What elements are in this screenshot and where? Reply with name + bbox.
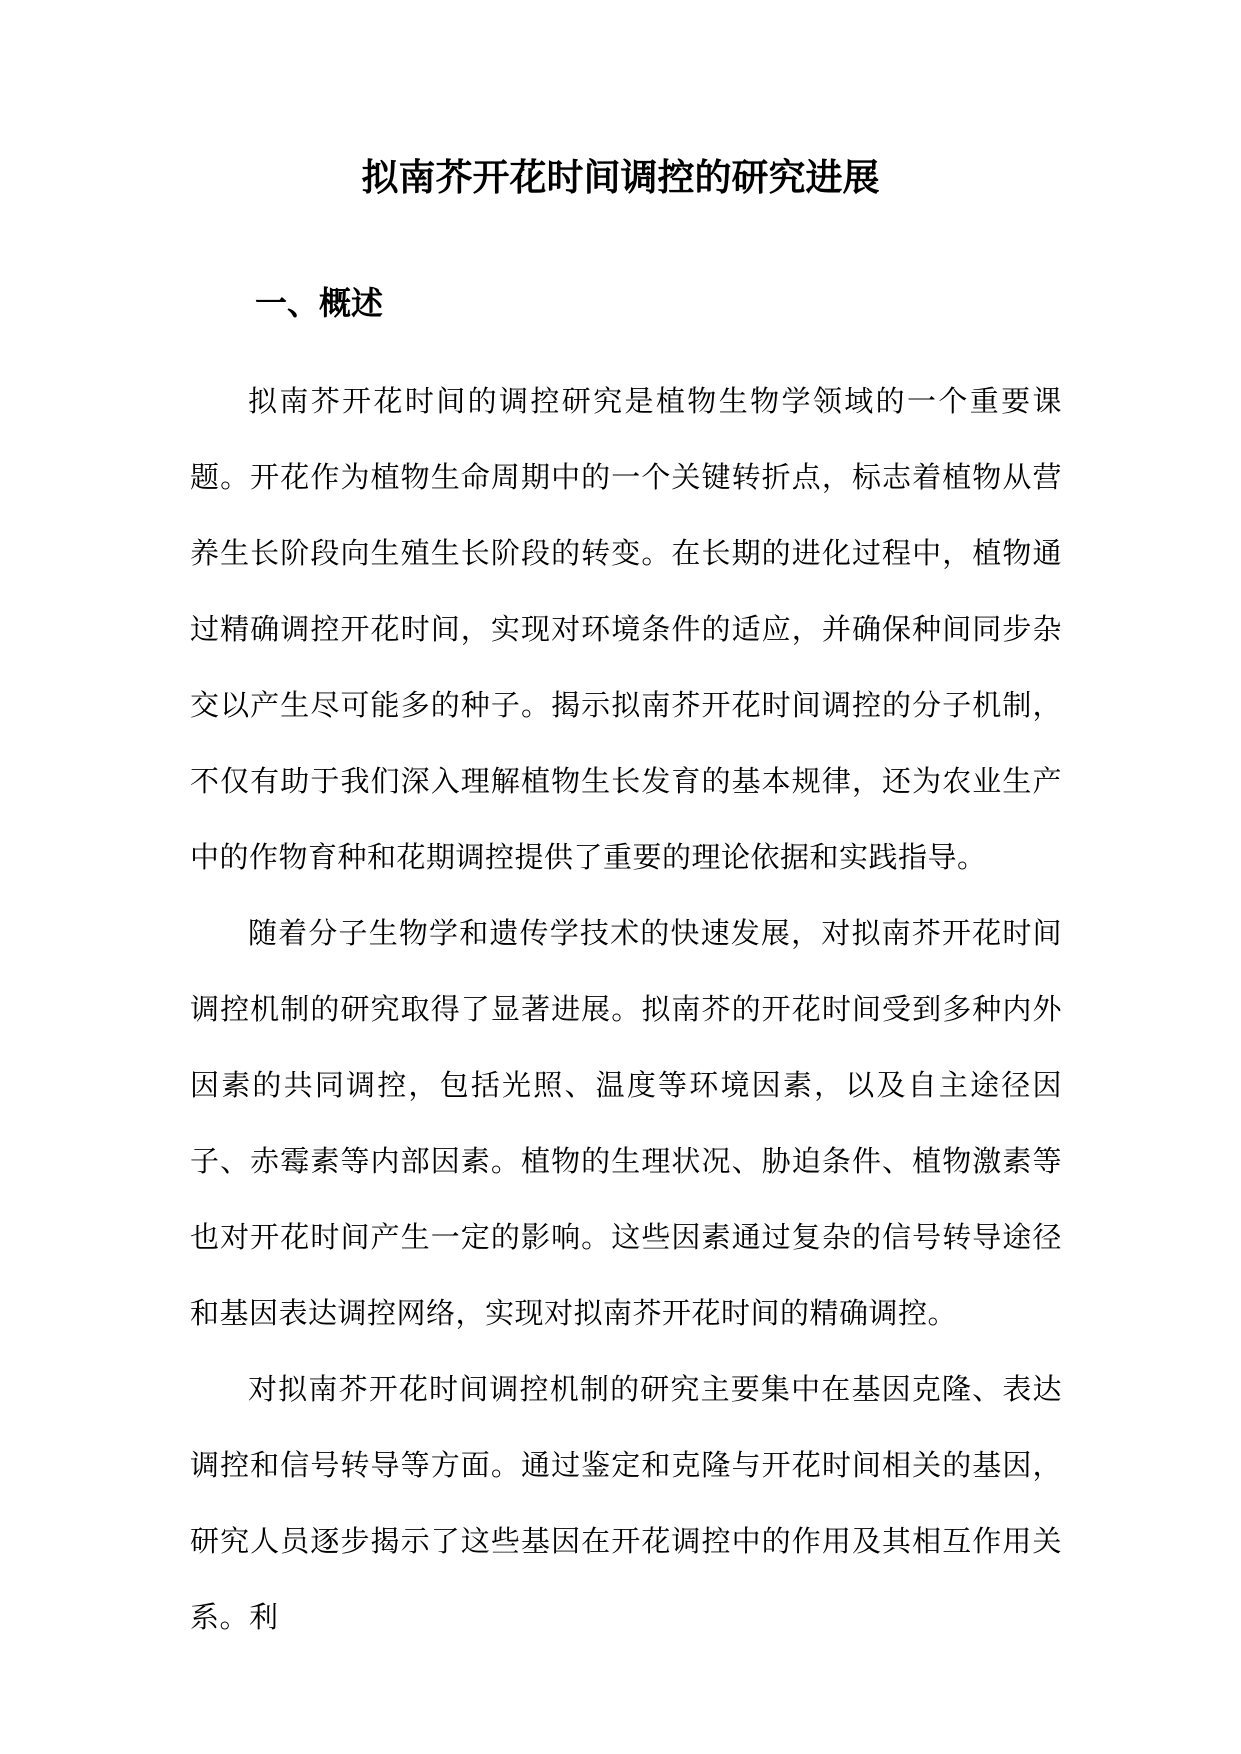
document-title: 拟南芥开花时间调控的研究进展	[361, 156, 880, 199]
paragraph-1: 拟南芥开花时间的调控研究是植物生物学领域的一个重要课题。开花作为植物生命周期中的一个关键转折点，标志着植物从营养生长阶段向生殖生长阶段的转变。在长期的进化过程中，植物通过精确调控开花时间，实现对环境条件的适应，并确保种间同步杂交以产生尽可能多的种子。揭示拟南芥开花时间调控的分子机制，不仅有助于我们深入理解植物生长发育的基本规律，还为农业生产中的作物育种和花期调控提供了重要的理论依据和实践指导。	[190, 384, 1062, 874]
paragraph-2: 随着分子生物学和遗传学技术的快速发展，对拟南芥开花时间调控机制的研究取得了显著进展。拟南芥的开花时间受到多种内外因素的共同调控，包括光照、温度等环境因素，以及自主途径因子、赤霉素等内部因素。植物的生理状况、胁迫条件、植物激素等也对开花时间产生一定的影响。这些因素通过复杂的信号转导途径和基因表达调控网络，实现对拟南芥开花时间的精确调控。	[190, 916, 1062, 1330]
body-text	[190, 363, 1062, 1655]
section-heading: 一、概述	[255, 284, 384, 322]
paragraph-3: 对拟南芥开花时间调控机制的研究主要集中在基因克隆、表达调控和信号转导等方面。通过鉴定和克隆与开花时间相关的基因，研究人员逐步揭示了这些基因在开花调控中的作用及其相互作用关系。利	[190, 1372, 1062, 1634]
